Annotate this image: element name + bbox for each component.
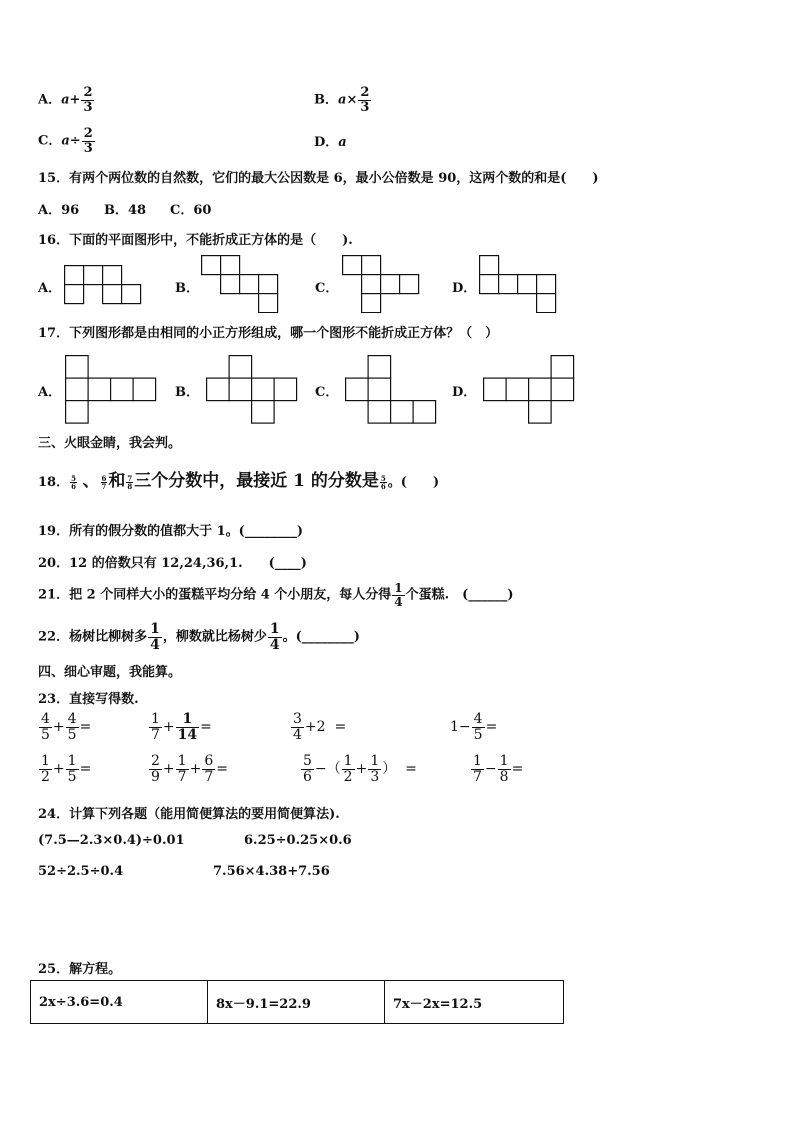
q16-net-c bbox=[342, 255, 422, 313]
q24-item-1: (7.5—2.3×0.4)÷0.01 bbox=[38, 833, 185, 848]
q17-label-b: B． bbox=[175, 385, 199, 400]
q16-net-b bbox=[201, 255, 281, 313]
q23-r2-2: $\frac{2}{9}$ + $\frac{1}{7}$ + $\frac{6}{7}$ = bbox=[151, 753, 228, 785]
q17-net-d bbox=[483, 355, 577, 425]
q16-net-a bbox=[64, 265, 144, 305]
q14-option-c: C．a÷ $\frac{2}{3}$ bbox=[38, 126, 93, 156]
q24-item-2: 6.25÷0.25×0.6 bbox=[244, 833, 352, 848]
q21: 21．把 2 个同样大小的蛋糕平均分给 4 个小朋友，每人分得 $\frac{1}{4}$ 个蛋糕. (______) bbox=[38, 581, 514, 609]
q14-option-b: B．a× $\frac{2}{3}$ bbox=[314, 85, 370, 115]
q17-net-a bbox=[65, 355, 159, 425]
q16-stem: 16．下面的平面图形中，不能折成正方体的是（ ). bbox=[38, 233, 353, 248]
q15-stem: 15．有两个两位数的自然数，它们的最大公因数是 6，最小公倍数是 90，这两个数的和是( ) bbox=[38, 171, 599, 186]
q18: 18． $\frac{5}{6}$ 、 $\frac{6}{7}$ 和 $\frac{7}{8}$ 三个分数中，最接近 1 的分数是 $\frac{5}{6}$ 。( ) bbox=[38, 471, 440, 491]
q16-net-d bbox=[479, 255, 559, 313]
q16-label-a: A． bbox=[38, 281, 62, 296]
q25-equation-3: 7x－2x=12.5 bbox=[385, 981, 564, 1024]
q17-net-b bbox=[206, 355, 300, 425]
q22: 22．杨树比柳树多 $\frac{1}{4}$ ，柳数就比杨树少 $\frac{1}{4}$ 。(________) bbox=[38, 621, 360, 653]
q23-r1-4: 1− $\frac{4}{5}$ = bbox=[450, 711, 498, 743]
q16-label-b: B． bbox=[175, 281, 199, 296]
q23-r1-1: $\frac{4}{5}$ + $\frac{4}{5}$ = bbox=[41, 711, 92, 743]
q16-label-d: D． bbox=[452, 281, 477, 296]
q16-label-c: C． bbox=[315, 281, 339, 296]
q17-stem: 17．下列图形都是由相同的小正方形组成，哪一个图形不能折成正方体？（ ） bbox=[38, 326, 499, 341]
q23-r1-2: $\frac{1}{7}$ + $\frac{1}{14}$ = bbox=[151, 711, 212, 743]
q20: 20．12 的倍数只有 12,24,36,1. (____) bbox=[38, 556, 307, 571]
q17-label-d: D． bbox=[452, 385, 477, 400]
section3-title: 三、火眼金睛，我会判。 bbox=[38, 436, 182, 451]
q23-r2-4: $\frac{1}{7}$ − $\frac{1}{8}$ = bbox=[473, 753, 524, 785]
q17-net-c bbox=[345, 355, 439, 425]
q23-title: 23．直接写得数. bbox=[38, 692, 139, 707]
q24-item-3: 52÷2.5÷0.4 bbox=[38, 864, 124, 879]
q15-option-a: A．96 bbox=[38, 203, 80, 218]
q23-r1-3: $\frac{3}{4}$ +2 = bbox=[293, 711, 347, 743]
q19: 19．所有的假分数的值都大于 1。(________) bbox=[38, 524, 303, 539]
q24-item-4: 7.56×4.38+7.56 bbox=[213, 864, 330, 879]
q23-r2-3: $\frac{5}{6}$ −（ $\frac{1}{2}$ + $\frac{1}{3}$ ） = bbox=[303, 753, 417, 785]
q25-equation-1: 2x÷3.6=0.4 bbox=[31, 981, 208, 1024]
q14-option-d: D．a bbox=[314, 135, 347, 150]
q25-equation-table bbox=[30, 980, 564, 1024]
q25-equation-2: 8x－9.1=22.9 bbox=[208, 981, 385, 1024]
q15-option-c: C．60 bbox=[170, 203, 212, 218]
q24-title: 24．计算下列各题（能用简便算法的要用简便算法). bbox=[38, 807, 340, 822]
q17-label-a: A． bbox=[38, 385, 62, 400]
q23-r2-1: $\frac{1}{2}$ + $\frac{1}{5}$ = bbox=[41, 753, 92, 785]
q25-title: 25．解方程。 bbox=[38, 962, 122, 977]
section4-title: 四、细心审题，我能算。 bbox=[38, 665, 182, 680]
q17-label-c: C． bbox=[315, 385, 339, 400]
q15-option-b: B．48 bbox=[104, 203, 147, 218]
q14-option-a: A．a+ $\frac{2}{3}$ bbox=[38, 85, 93, 115]
